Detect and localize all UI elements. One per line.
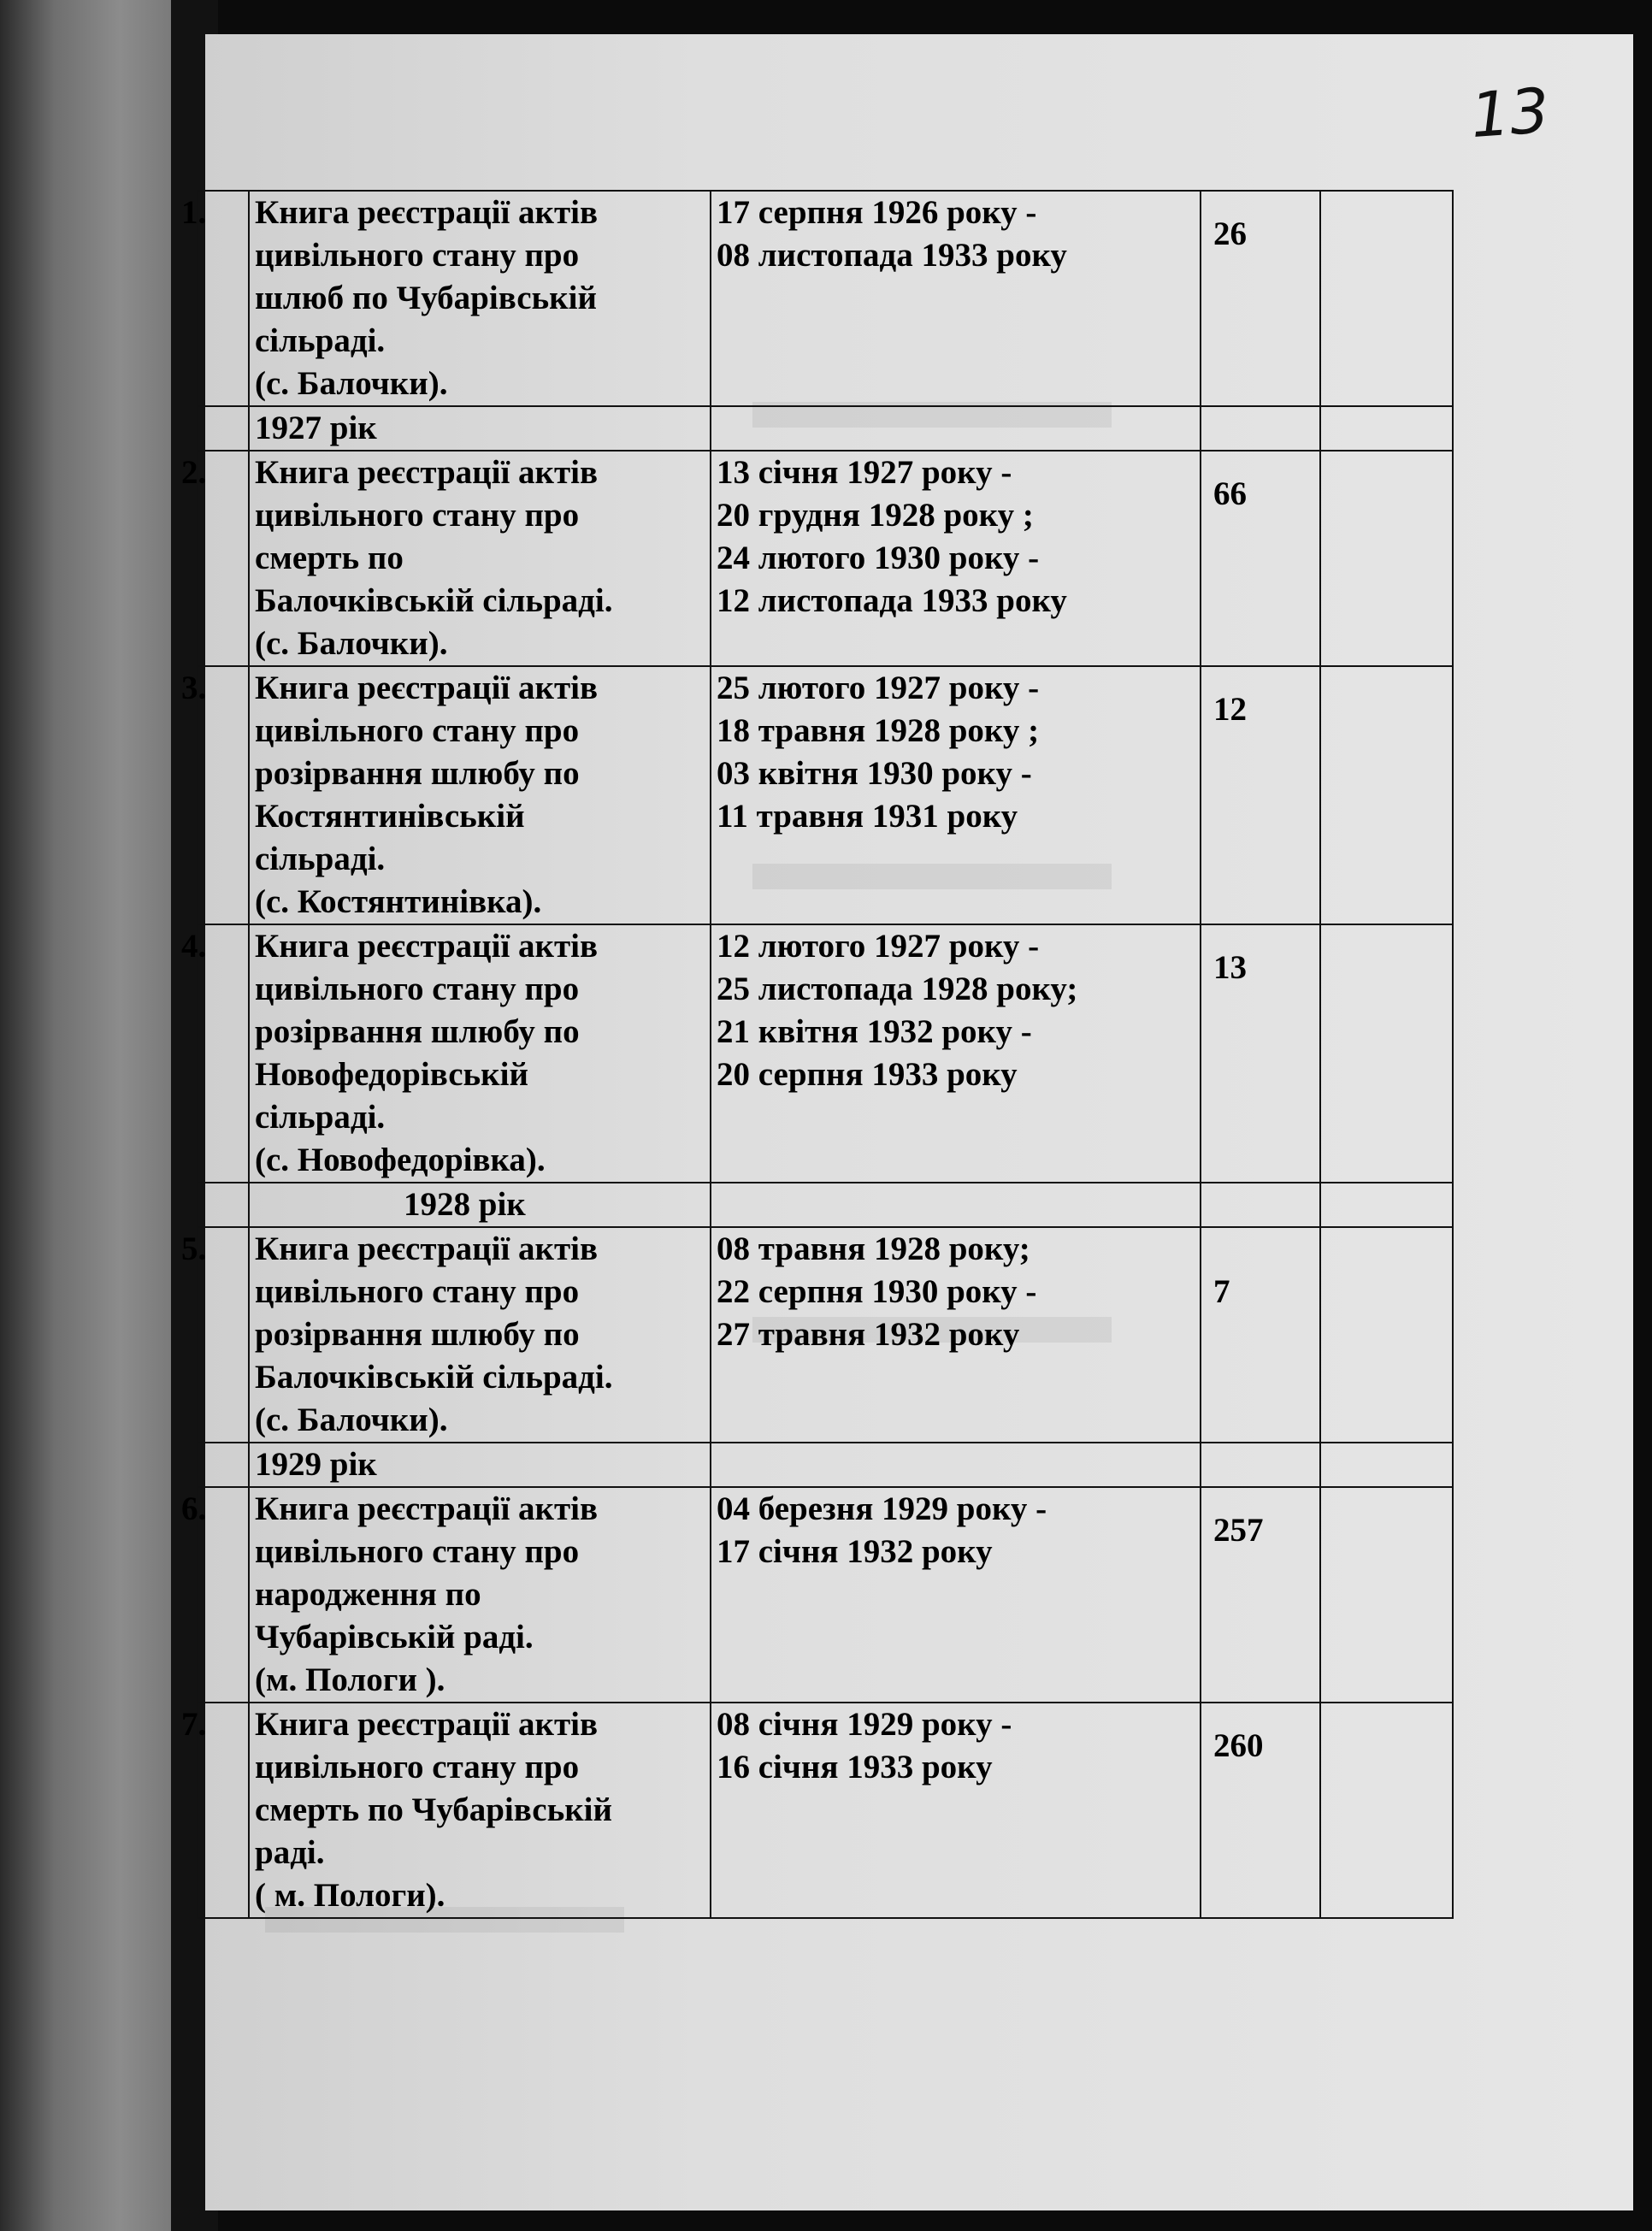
record-title-line: цивільного стану про: [255, 1533, 580, 1570]
row-number-cell: [181, 666, 249, 924]
year-count-cell: [1201, 1183, 1320, 1227]
record-title-line: розірвання шлюбу по: [255, 755, 580, 792]
record-title-line: Балочківській сільраді.: [255, 1359, 613, 1396]
record-title-line: смерть по Чубарівській: [255, 1791, 612, 1828]
row-number: 7.: [181, 1706, 207, 1743]
record-title-line: (с. Балочки).: [255, 625, 448, 662]
record-title-line: цивільного стану про: [255, 1749, 580, 1785]
record-title-line: смерть по: [255, 540, 404, 576]
record-title-line: (с. Новофедорівка).: [255, 1142, 546, 1178]
year-count-cell: [1201, 406, 1320, 451]
record-date-line: 08 травня 1928 року;: [717, 1231, 1030, 1267]
record-count: 257: [1213, 1512, 1264, 1549]
record-title-line: розірвання шлюбу по: [255, 1316, 580, 1353]
record-count: 7: [1213, 1273, 1230, 1310]
year-dates-cell: [711, 1183, 1201, 1227]
record-title-cell: [249, 451, 711, 666]
record-date-line: 08 листопада 1933 року: [717, 237, 1067, 274]
record-date-line: 25 лютого 1927 року -: [717, 670, 1040, 706]
year-section-row: [198, 1183, 1453, 1227]
record-title-line: розірвання шлюбу по: [255, 1013, 580, 1050]
record-title-line: Книга реєстрації актів: [255, 670, 599, 706]
record-count: 260: [1213, 1727, 1264, 1764]
row-number-cell: [181, 1487, 249, 1703]
record-count-cell: [1201, 1703, 1320, 1918]
record-count: 13: [1213, 949, 1247, 986]
row-number-cell: [181, 924, 249, 1183]
record-title-line: Костянтинівській: [255, 798, 525, 835]
record-title-line: народження по: [255, 1576, 481, 1613]
year-number-cell: [198, 1443, 249, 1487]
record-date-line: 18 травня 1928 року ;: [717, 712, 1040, 749]
record-date-line: 16 січня 1933 року: [717, 1749, 993, 1785]
record-title-line: цивільного стану про: [255, 1273, 580, 1310]
record-count-cell: [1201, 1487, 1320, 1703]
register-table-body: [181, 191, 1453, 1918]
record-title-line: Книга реєстрації актів: [255, 194, 599, 231]
table-row: [198, 451, 1453, 666]
record-count-cell: [1201, 924, 1320, 1183]
year-label: 1927 рік: [249, 406, 711, 451]
record-title-line: цивільного стану про: [255, 712, 580, 749]
record-title-line: (с. Костянтинівка).: [255, 883, 542, 920]
year-number-cell: [198, 1183, 249, 1227]
table-row: [198, 924, 1453, 1183]
year-note-cell: [1320, 406, 1453, 451]
record-title-cell: [249, 191, 711, 406]
record-date-line: 08 січня 1929 року -: [717, 1706, 1012, 1743]
record-count: 26: [1213, 215, 1247, 252]
record-title-line: (с. Балочки).: [255, 1402, 448, 1438]
record-date-line: 17 січня 1932 року: [717, 1533, 993, 1570]
record-title-line: Балочківській сільраді.: [255, 582, 613, 619]
row-number: 1.: [181, 194, 207, 231]
record-title-line: шлюб по Чубарівській: [255, 280, 597, 316]
record-title-line: сільраді.: [255, 1099, 386, 1136]
record-title-line: Книга реєстрації актів: [255, 928, 599, 965]
table-row: [198, 666, 1453, 924]
record-date-line: 24 лютого 1930 року -: [717, 540, 1040, 576]
record-title-line: Книга реєстрації актів: [255, 1231, 599, 1267]
record-date-line: 27 травня 1932 року: [717, 1316, 1020, 1353]
record-note-cell: [1320, 924, 1453, 1183]
record-count-cell: [1201, 191, 1320, 406]
record-title-line: Книга реєстрації актів: [255, 454, 599, 491]
year-number-cell: [198, 406, 249, 451]
table-row: [198, 191, 1453, 406]
record-count-cell: [1201, 451, 1320, 666]
record-date-line: 04 березня 1929 року -: [717, 1490, 1047, 1527]
record-title-line: сільраді.: [255, 322, 386, 359]
table-row: [198, 1487, 1453, 1703]
record-title-line: (с. Балочки).: [255, 365, 448, 402]
record-dates-cell: [711, 1487, 1201, 1703]
record-date-line: 03 квітня 1930 року -: [717, 755, 1032, 792]
record-note-cell: [1320, 451, 1453, 666]
record-title-line: сільраді.: [255, 841, 386, 877]
row-number: 2.: [181, 454, 207, 491]
record-date-line: 21 квітня 1932 року -: [717, 1013, 1032, 1050]
year-label: 1929 рік: [249, 1443, 711, 1487]
year-note-cell: [1320, 1443, 1453, 1487]
record-title-line: цивільного стану про: [255, 497, 580, 534]
record-count: 12: [1213, 691, 1247, 728]
record-date-line: 13 січня 1927 року -: [717, 454, 1012, 491]
record-note-cell: [1320, 191, 1453, 406]
record-note-cell: [1320, 1227, 1453, 1443]
record-date-line: 20 серпня 1933 року: [717, 1056, 1018, 1093]
record-count: 66: [1213, 475, 1247, 512]
record-title-line: (м. Пологи ).: [255, 1661, 445, 1698]
record-title-line: Новофедорівській: [255, 1056, 528, 1093]
register-table: [181, 190, 1454, 1919]
record-title-line: Книга реєстрації актів: [255, 1706, 599, 1743]
table-row: [198, 1703, 1453, 1918]
record-dates-cell: [711, 191, 1201, 406]
record-date-line: 22 серпня 1930 року -: [717, 1273, 1037, 1310]
record-dates-cell: [711, 924, 1201, 1183]
row-number: 3.: [181, 670, 207, 706]
row-number-cell: [181, 191, 249, 406]
record-title-line: раді.: [255, 1834, 325, 1871]
year-section-row: [198, 1443, 1453, 1487]
year-dates-cell: [711, 406, 1201, 451]
year-count-cell: [1201, 1443, 1320, 1487]
record-date-line: 12 листопада 1933 року: [717, 582, 1067, 619]
table-row: [198, 1227, 1453, 1443]
record-title-line: цивільного стану про: [255, 237, 580, 274]
year-label: 1928 рік: [249, 1183, 711, 1227]
record-dates-cell: [711, 451, 1201, 666]
row-number: 6.: [181, 1490, 207, 1527]
record-date-line: 20 грудня 1928 року ;: [717, 497, 1034, 534]
record-title-line: цивільного стану про: [255, 971, 580, 1007]
row-number: 5.: [181, 1231, 207, 1267]
year-section-row: [198, 406, 1453, 451]
row-number-cell: [181, 1703, 249, 1918]
record-note-cell: [1320, 666, 1453, 924]
record-title-cell: [249, 1487, 711, 1703]
row-number-cell: [181, 1227, 249, 1443]
record-title-line: Чубарівській раді.: [255, 1619, 534, 1656]
record-title-line: Книга реєстрації актів: [255, 1490, 599, 1527]
record-title-cell: [249, 1227, 711, 1443]
record-note-cell: [1320, 1703, 1453, 1918]
record-title-cell: [249, 666, 711, 924]
record-title-cell: [249, 1703, 711, 1918]
page-number: 13: [1468, 74, 1552, 152]
record-date-line: 12 лютого 1927 року -: [717, 928, 1040, 965]
row-number-cell: [181, 451, 249, 666]
year-dates-cell: [711, 1443, 1201, 1487]
record-dates-cell: [711, 1227, 1201, 1443]
record-title-line: ( м. Пологи).: [255, 1877, 445, 1914]
record-dates-cell: [711, 666, 1201, 924]
record-title-cell: [249, 924, 711, 1183]
record-count-cell: [1201, 666, 1320, 924]
record-dates-cell: [711, 1703, 1201, 1918]
record-note-cell: [1320, 1487, 1453, 1703]
record-date-line: 11 травня 1931 року: [717, 798, 1018, 835]
record-date-line: 25 листопада 1928 року;: [717, 971, 1078, 1007]
record-date-line: 17 серпня 1926 року -: [717, 194, 1037, 231]
row-number: 4.: [181, 928, 207, 965]
record-count-cell: [1201, 1227, 1320, 1443]
year-note-cell: [1320, 1183, 1453, 1227]
